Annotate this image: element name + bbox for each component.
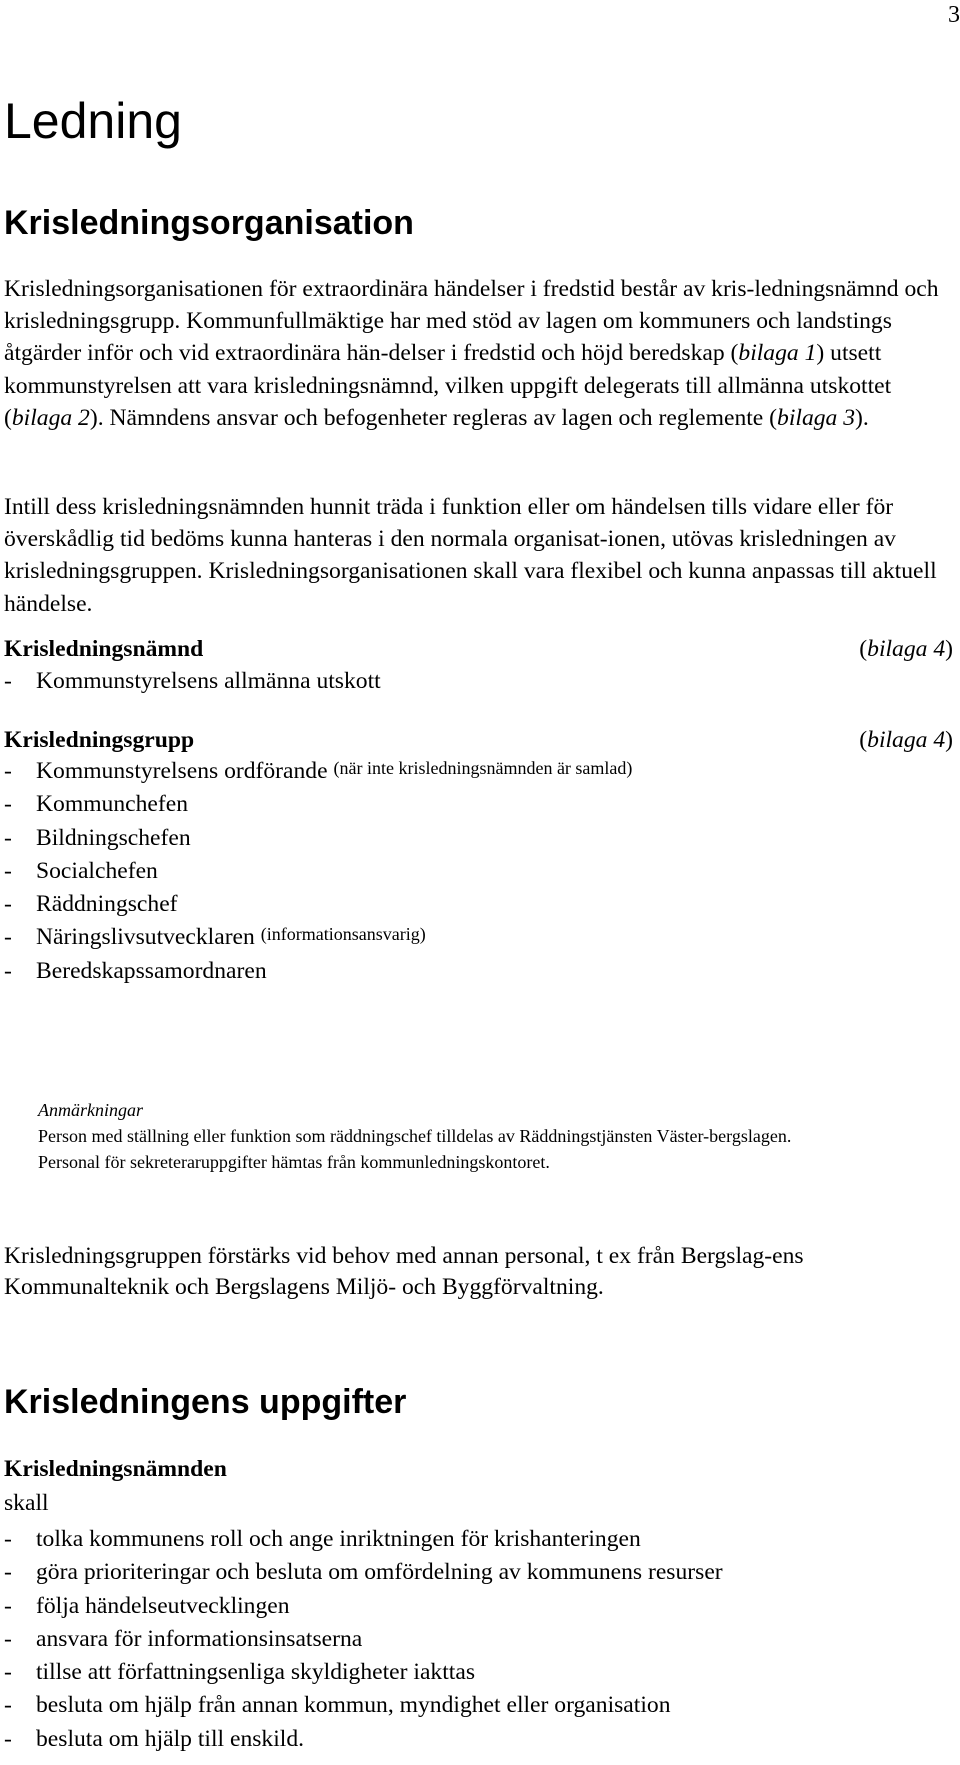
- paragraph-organisation-text-b: ) utsett kommunstyrelsen att vara krisledningsnämnd, vilken uppgift delegerats till allmänna utskottet (: [4, 340, 892, 431]
- dash: -: [4, 857, 12, 884]
- namnden-subtitle: Krisledningsnämnden: [4, 1456, 227, 1482]
- paragraph-organisation-text-c: ). Nämndens ansvar och befogenheter regleras av lagen och reglemente (: [89, 404, 778, 431]
- task-text: följa händelseutvecklingen: [36, 1592, 290, 1619]
- list-item: [4, 1526, 953, 1559]
- task-list: [4, 1526, 953, 1759]
- dash: -: [4, 1559, 12, 1586]
- member-note: (informationsansvarig): [260, 924, 426, 945]
- dash: -: [4, 824, 12, 851]
- list-item: [4, 858, 953, 891]
- dash: -: [4, 957, 12, 984]
- member-text: Kommunstyrelsens ordförande: [36, 758, 328, 784]
- heading-krisledningsorganisation: Krisledningsorganisation: [4, 204, 414, 242]
- dash: -: [4, 924, 12, 951]
- list-item: [4, 958, 953, 991]
- dash: -: [4, 668, 12, 694]
- task-text: tillse att författningsenliga skyldigheter iakttas: [36, 1659, 475, 1686]
- grupp-bilaga-ref: (bilaga 4): [859, 727, 953, 753]
- grupp-title: Krisledningsgrupp: [4, 727, 195, 753]
- task-text: besluta om hjälp från annan kommun, myndighet eller organisation: [36, 1692, 671, 1719]
- list-item: [4, 1692, 953, 1725]
- namnd-members: [4, 668, 953, 701]
- namnden-subtitle-row: [4, 1456, 953, 1483]
- remarks: [38, 1097, 953, 1175]
- namnd-title: Krisledningsnämnd: [4, 636, 204, 662]
- heading-ledning: Ledning: [4, 93, 182, 149]
- remark-item: Personal för sekreteraruppgifter hämtas från kommunledningskontoret.: [38, 1152, 550, 1172]
- dash: -: [4, 1592, 12, 1619]
- list-item: [4, 758, 953, 791]
- remarks-heading: Anmärkningar: [38, 1100, 143, 1120]
- member-text: Näringslivsutvecklaren: [36, 924, 255, 951]
- grupp-heading-row: [4, 727, 953, 754]
- dash: -: [4, 791, 12, 818]
- namnd-bilaga-ref: (bilaga 4): [859, 636, 953, 662]
- namnd-heading-row: [4, 636, 953, 663]
- paragraph-interim: Intill dess krisledningsnämnden hunnit träda i funktion eller om händelsen tills vidare eller för överskådlig tid bedöms kunna hanteras i den normala organisat-ionen, utövas krisledningen av krisledningsgruppen. Krisledningsorganisationen skall vara flexibel och kunna anpassas till aktuell händelse.: [4, 494, 937, 617]
- member-text: Beredskapssamordnaren: [36, 957, 267, 984]
- bilaga-2-ref: bilaga 2: [11, 404, 90, 431]
- member-text: Socialchefen: [36, 857, 158, 884]
- lead-text: skall: [4, 1490, 49, 1516]
- dash: -: [4, 1725, 12, 1752]
- paragraph-organisation-text-a: Krisledningsorganisationen för extraordinära händelser i fredstid består av kris-ledningsnämnd och krisledningsgrupp. Kommunfullmäktige har med stöd av lagen om kommuners och landstings åtgärder inför och vid extraordinära hän-delser i fredstid och höjd beredskap (: [4, 276, 939, 367]
- dash: -: [4, 1526, 12, 1552]
- list-item: [4, 791, 953, 824]
- task-text: besluta om hjälp till enskild.: [36, 1725, 305, 1752]
- paragraph-organisation: [4, 273, 953, 434]
- page-number: 3: [948, 2, 960, 28]
- member-text: Kommunchefen: [36, 791, 188, 818]
- lead-row: [4, 1490, 953, 1517]
- dash: -: [4, 1692, 12, 1719]
- list-item: [4, 825, 953, 858]
- list-item: [4, 1659, 953, 1692]
- list-item: [4, 1726, 953, 1759]
- dash: -: [4, 1659, 12, 1686]
- task-text: göra prioriteringar och besluta om omfördelning av kommunens resurser: [36, 1559, 723, 1586]
- paragraph-organisation-text-d: ).: [855, 404, 869, 431]
- dash: -: [4, 758, 12, 784]
- namnd-member-text: Kommunstyrelsens allmänna utskott: [36, 668, 381, 694]
- member-text: Räddningschef: [36, 891, 178, 918]
- dash: -: [4, 1625, 12, 1652]
- list-item: [4, 1559, 953, 1592]
- list-item: [4, 1593, 953, 1626]
- task-text: ansvara för informationsinsatserna: [36, 1625, 363, 1652]
- member-text: Bildningschefen: [36, 824, 191, 851]
- remark-item: Person med ställning eller funktion som räddningschef tilldelas av Räddningstjänsten Väster-bergslagen.: [38, 1126, 792, 1146]
- list-item: [4, 668, 953, 701]
- bilaga-3-ref: bilaga 3: [777, 404, 856, 431]
- task-text: tolka kommunens roll och ange inriktningen för krishanteringen: [36, 1526, 641, 1552]
- list-item: [4, 1626, 953, 1659]
- heading-krisledningens-uppgifter: Krisledningens uppgifter: [4, 1383, 407, 1421]
- grupp-members: [4, 758, 953, 991]
- dash: -: [4, 891, 12, 918]
- paragraph-reinforcement: Krisledningsgruppen förstärks vid behov med annan personal, t ex från Bergslag-ens Kommunalteknik och Bergslagens Miljö- och Byggförvaltning.: [4, 1243, 804, 1300]
- member-note: (när inte krisledningsnämnden är samlad): [333, 758, 633, 778]
- bilaga-1-ref: bilaga 1: [738, 340, 817, 367]
- list-item: [4, 891, 953, 924]
- list-item: [4, 924, 953, 957]
